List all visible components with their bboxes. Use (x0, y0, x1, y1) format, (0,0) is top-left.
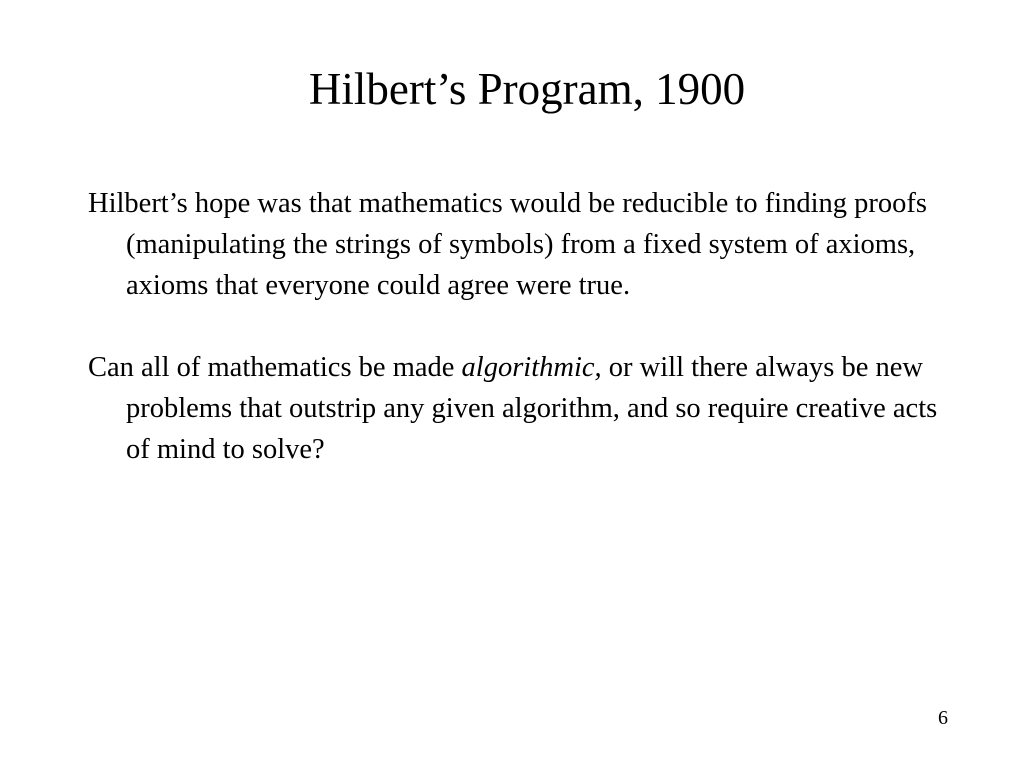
paragraph-text-before: Can all of mathematics be made (88, 352, 462, 383)
paragraph-algorithmic-question (88, 347, 948, 470)
paragraph-text: Hilbert’s hope was that mathematics would be reducible to finding proofs (manipulating the strings of symbols) from a fixed system of axioms, axioms that everyone could agree were true. (88, 188, 927, 301)
emphasized-word: algorithmic, (461, 352, 602, 383)
slide-title: Hilbert’s Program, 1900 (308, 64, 746, 114)
paragraph-text-after: or will there always be new problems that outstrip any given algorithm, and so require creative acts of mind to solve? (126, 352, 938, 465)
slide-body (88, 183, 948, 511)
page-number: 6 (938, 707, 948, 729)
paragraph-hilbert-hope (88, 183, 948, 306)
